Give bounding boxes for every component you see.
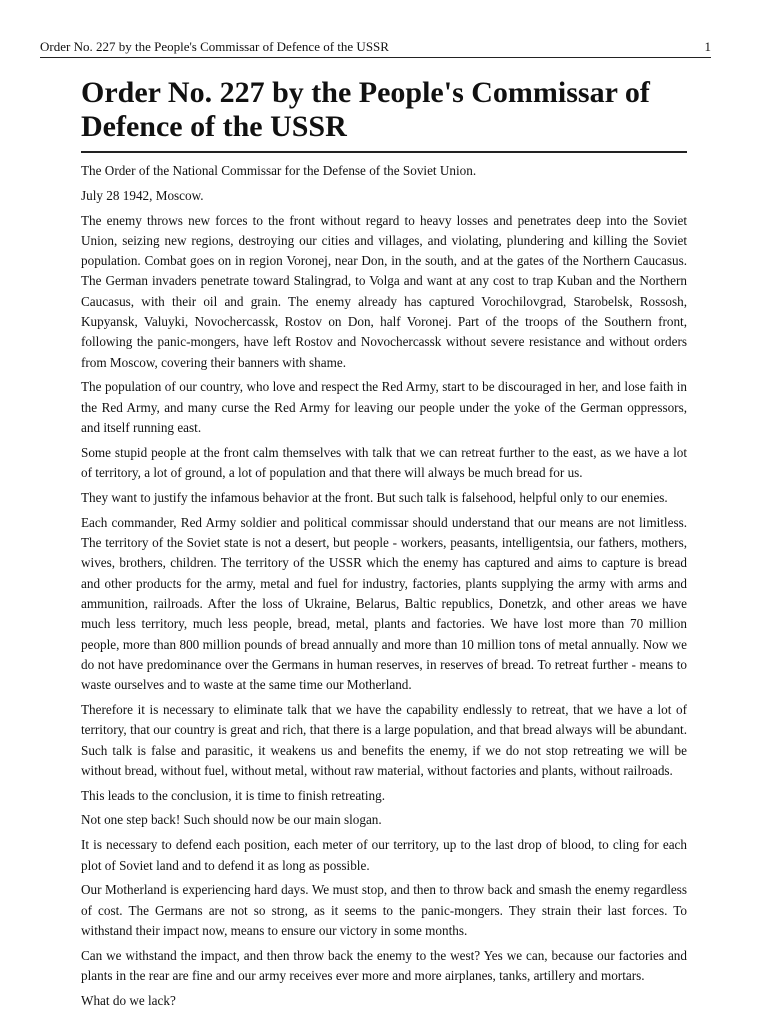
document-content <box>81 76 687 1016</box>
page-number: 1 <box>704 39 711 54</box>
paragraph: Some stupid people at the front calm themselves with talk that we can retreat further to the east, as we have a lot of territory, a lot of ground, a lot of population and that there will always be much bread for us. <box>81 444 687 481</box>
paragraph: The enemy throws new forces to the front without regard to heavy losses and penetrates deep into the Soviet Union, seizing new regions, destroying our cities and villages, and violating, plundering and killing the Soviet population. Combat goes on in region Voronej, near Don, in the south, and at the gates of the Northern Caucasus. The German invaders penetrate toward Stalingrad, to Volga and want at any cost to trap Kuban and the Northern Caucasus, with their oil and grain. The enemy already has captured Vorochilovgrad, Starobelsk, Rossosh, Kupyansk, Valuyki, Novochercassk, Rostov on Don, half Voronej. Part of the troops of the Southern front, following the panic-mongers, have left Rostov and Novochercassk without severe resistance and without orders from Moscow, covering their banners with shame. <box>81 212 687 370</box>
paragraph-date: July 28 1942, Moscow. <box>81 187 204 203</box>
paragraph-preamble: The Order of the National Commissar for the Defense of the Soviet Union. <box>81 163 477 178</box>
paragraph: The population of our country, who love and respect the Red Army, start to be discouraged in her, and lose faith in the Red Army, and many curse the Red Army for leaving our people under the yoke of the German oppressors, and itself running east. <box>81 379 687 436</box>
document-body <box>81 161 687 1011</box>
running-title: Order No. 227 by the People's Commissar of Defence of the USSR <box>40 39 389 54</box>
paragraph: They want to justify the infamous behavior at the front. But such talk is falsehood, helpful only to our enemies. <box>81 489 668 505</box>
paragraph: Each commander, Red Army soldier and political commissar should understand that our means are not limitless. The territory of the Soviet state is not a desert, but people - workers, peasants, intelligentsia, our fathers, mothers, wives, brothers, children. The territory of the USSR which the enemy has captured and aims to capture is bread and other products for the army, metal and fuel for industry, factories, plants supplying the army with arms and ammunition, railroads. After the loss of Ukraine, Belarus, Baltic republics, Donetzk, and other areas we have much less territory, much less people, bread, metal, plants and factories. We have lost more than 70 million people, more than 800 million pounds of bread annually and more than 10 million tons of metal annually. Now we do not have predominance over the Germans in human reserves, in reserves of bread. To retreat further - means to waste ourselves and to waste at the same time our Motherland. <box>81 514 687 693</box>
paragraph: It is necessary to defend each position, each meter of our territory, up to the last drop of blood, to cling for each plot of Soviet land and to defend it as long as possible. <box>81 837 687 873</box>
document-title: Order No. 227 by the People's Commissar of Defence of the USSR <box>81 76 687 153</box>
page-header <box>40 38 711 58</box>
paragraph: What do we lack? <box>81 992 176 1008</box>
paragraph: Our Motherland is experiencing hard days. We must stop, and then to throw back and smash the enemy regardless of cost. The Germans are not so strong, as it seems to the panic-mongers. They strain their last forces. To withstand their impact now, means to ensure our victory in some months. <box>81 882 687 938</box>
paragraph: Therefore it is necessary to eliminate talk that we have the capability endlessly to retreat, that we have a lot of territory, that our country is great and rich, that there is a large population, and that bread always will be abundant. Such talk is false and parasitic, it weakens us and benefits the enemy, if we do not stop retreating we will be without bread, without fuel, without metal, without raw material, without factories and plants, without railroads. <box>81 701 687 778</box>
paragraph-slogan: Not one step back! Such should now be our main slogan. <box>81 812 382 828</box>
paragraph: This leads to the conclusion, it is time to finish retreating. <box>81 787 385 803</box>
paragraph: Can we withstand the impact, and then throw back the enemy to the west? Yes we can, because our factories and plants in the rear are fine and our army receives ever more and more airplanes, tanks, artillery and mortars. <box>81 947 687 983</box>
